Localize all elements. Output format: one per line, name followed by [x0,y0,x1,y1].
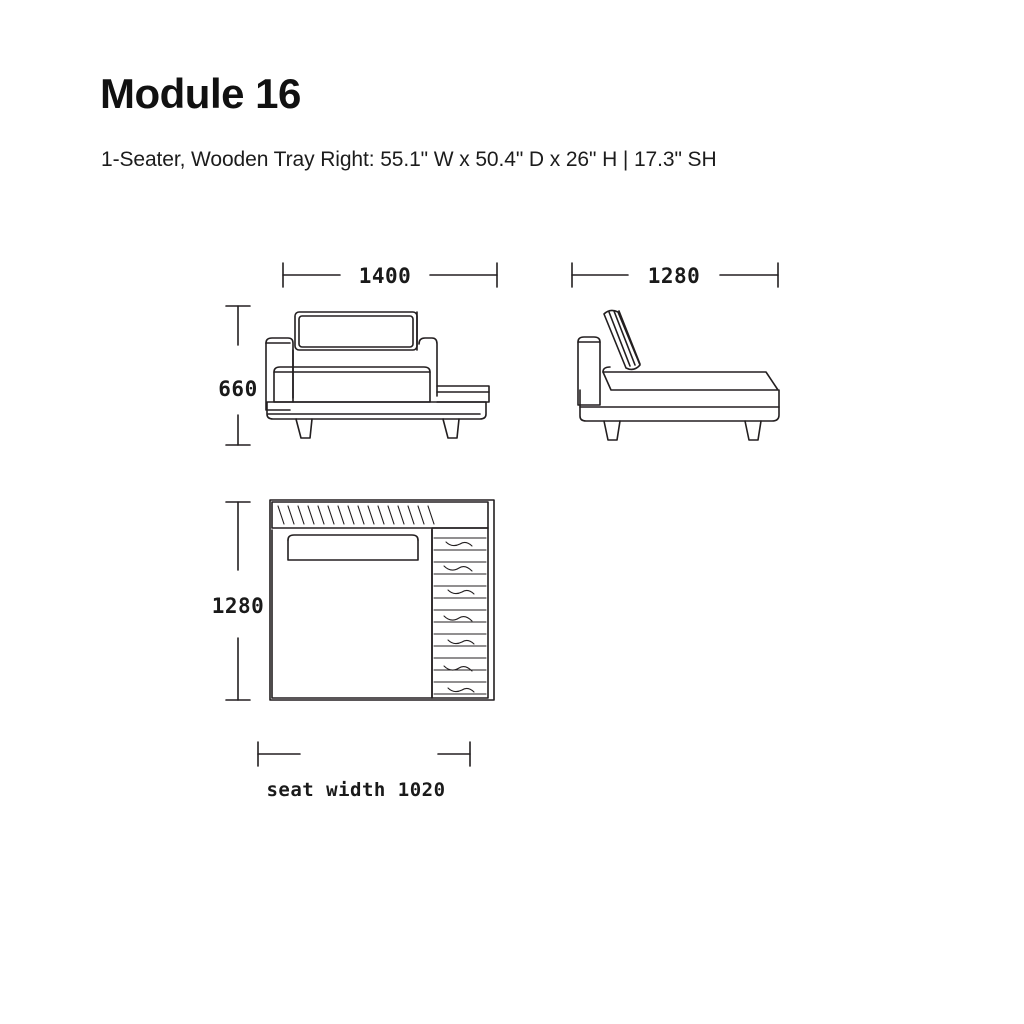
front-height-label: 660 [218,377,258,401]
side-elevation-view [572,263,779,440]
drawing-canvas [0,230,1024,830]
seat-width-label: seat width 1020 [266,779,446,801]
plan-depth-label: 1280 [211,594,265,618]
front-height-dimension [226,306,250,445]
page-title: Module 16 [100,70,301,117]
technical-drawing [0,230,1024,830]
front-width-label: 1400 [358,264,412,288]
top-plan-view [226,500,494,766]
front-elevation-view [226,263,497,445]
page-subtitle: 1-Seater, Wooden Tray Right: 55.1" W x 50.4" D x 26" H | 17.3" SH [101,148,717,171]
seat-width-dimension [258,742,470,766]
wood-grain-hatch [434,538,486,694]
side-depth-label: 1280 [647,264,701,288]
